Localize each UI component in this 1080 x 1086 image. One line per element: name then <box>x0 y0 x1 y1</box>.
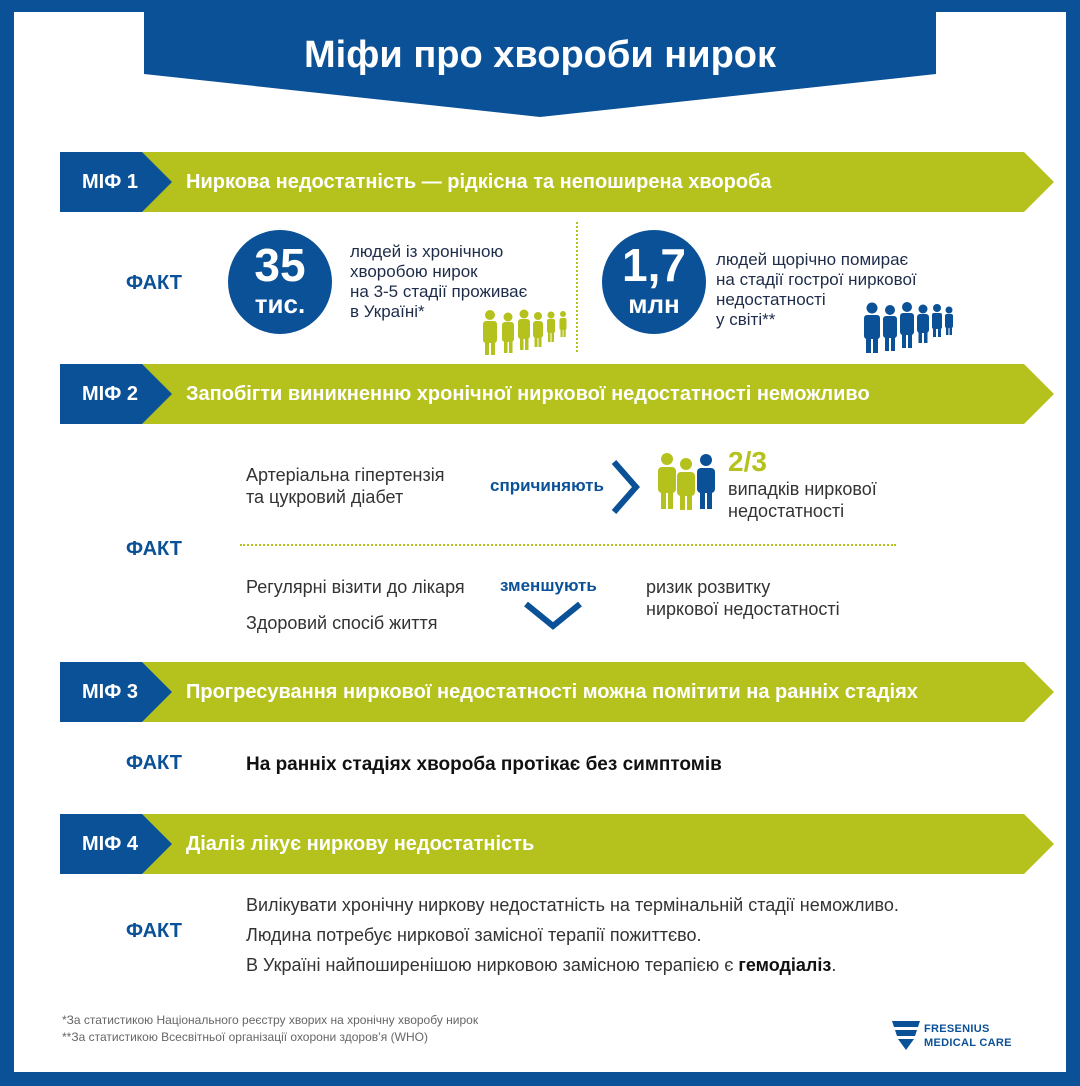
people-group-icon <box>862 300 956 356</box>
dotted-divider <box>576 222 578 352</box>
myth-statement: Прогресування ниркової недостатності можна помітити на ранніх стадіях <box>186 681 918 703</box>
reduce-item: Регулярні візити до лікаря <box>246 577 465 597</box>
logo-mark-icon <box>892 1019 920 1051</box>
result-text: випадків ниркової недостатності <box>728 479 877 521</box>
chevron-down-icon <box>522 600 584 632</box>
myth-banner-1 <box>14 152 1066 212</box>
stat-unit: тис. <box>254 289 306 319</box>
footnote: **За статистикою Всесвітньої організації охорони здоров’я (WHO) <box>62 1030 428 1044</box>
chevron-right-icon <box>608 458 642 516</box>
myth-tag: МІФ 1 <box>82 171 138 193</box>
myth-banner-3 <box>14 662 1066 722</box>
logo-text-line1: FRESENIUS <box>924 1023 990 1035</box>
stat-description-1: людей із хронічною хворобою нирок на 3-5 стадії проживає в Україні* <box>350 242 528 321</box>
cause-verb: спричиняють <box>490 476 604 495</box>
fact-statement: На ранніх стадіях хвороба протікає без симптомів <box>246 754 722 775</box>
myth-banner-2 <box>14 364 1066 424</box>
myth-statement: Запобігти виникненню хронічної ниркової недостатності неможливо <box>186 383 870 405</box>
cause-text: Артеріальна гіпертензія та цукровий діабет <box>246 465 445 507</box>
stat-circle-35k <box>228 230 332 334</box>
stat-description-2: людей щорічно помирає на стадії гострої ниркової недостатності у світі** <box>716 250 917 329</box>
reduce-result: ризик розвитку ниркової недостатності <box>646 577 840 619</box>
stat-number: 1,7 <box>622 239 686 291</box>
infographic-panel <box>14 12 1066 1072</box>
myth-tag: МІФ 4 <box>82 833 138 855</box>
myth-tag: МІФ 2 <box>82 383 138 405</box>
page-title: Міфи про хвороби нирок <box>303 34 777 76</box>
people-group-icon <box>480 308 570 358</box>
stat-unit: млн <box>628 289 680 319</box>
stat-number: 35 <box>254 239 306 291</box>
logo-text-line2: MEDICAL CARE <box>924 1037 1012 1049</box>
myth-statement: Ниркова недостатність — рідкісна та непоширена хвороба <box>186 171 772 193</box>
fact-label: ФАКТ <box>126 272 182 294</box>
fresenius-logo <box>892 1017 1022 1057</box>
reduce-item: Здоровий спосіб життя <box>246 613 438 633</box>
fact-label: ФАКТ <box>126 920 182 942</box>
footnote: *За статистикою Національного реєстру хворих на хронічну хворобу нирок <box>62 1013 479 1027</box>
myth-tag: МІФ 3 <box>82 681 138 703</box>
myth-statement: Діаліз лікує ниркову недостатність <box>186 833 535 855</box>
stat-circle-1-7m <box>602 230 706 334</box>
title-banner <box>144 12 936 117</box>
people-group-icon <box>656 450 718 512</box>
fact-label: ФАКТ <box>126 752 182 774</box>
fact-paragraph: Вилікувати хронічну ниркову недостатність на термінальній стадії неможливо. Людина потребує ниркової замісної терапії пожиттєво. В Україні найпоширенішою нирковою замісною терапією є гемодіаліз. <box>246 895 899 975</box>
dotted-divider <box>240 544 896 546</box>
myth-banner-4 <box>14 814 1066 874</box>
fraction-value: 2/3 <box>728 446 767 477</box>
fact-label: ФАКТ <box>126 538 182 560</box>
reduce-verb: зменшують <box>500 576 597 595</box>
